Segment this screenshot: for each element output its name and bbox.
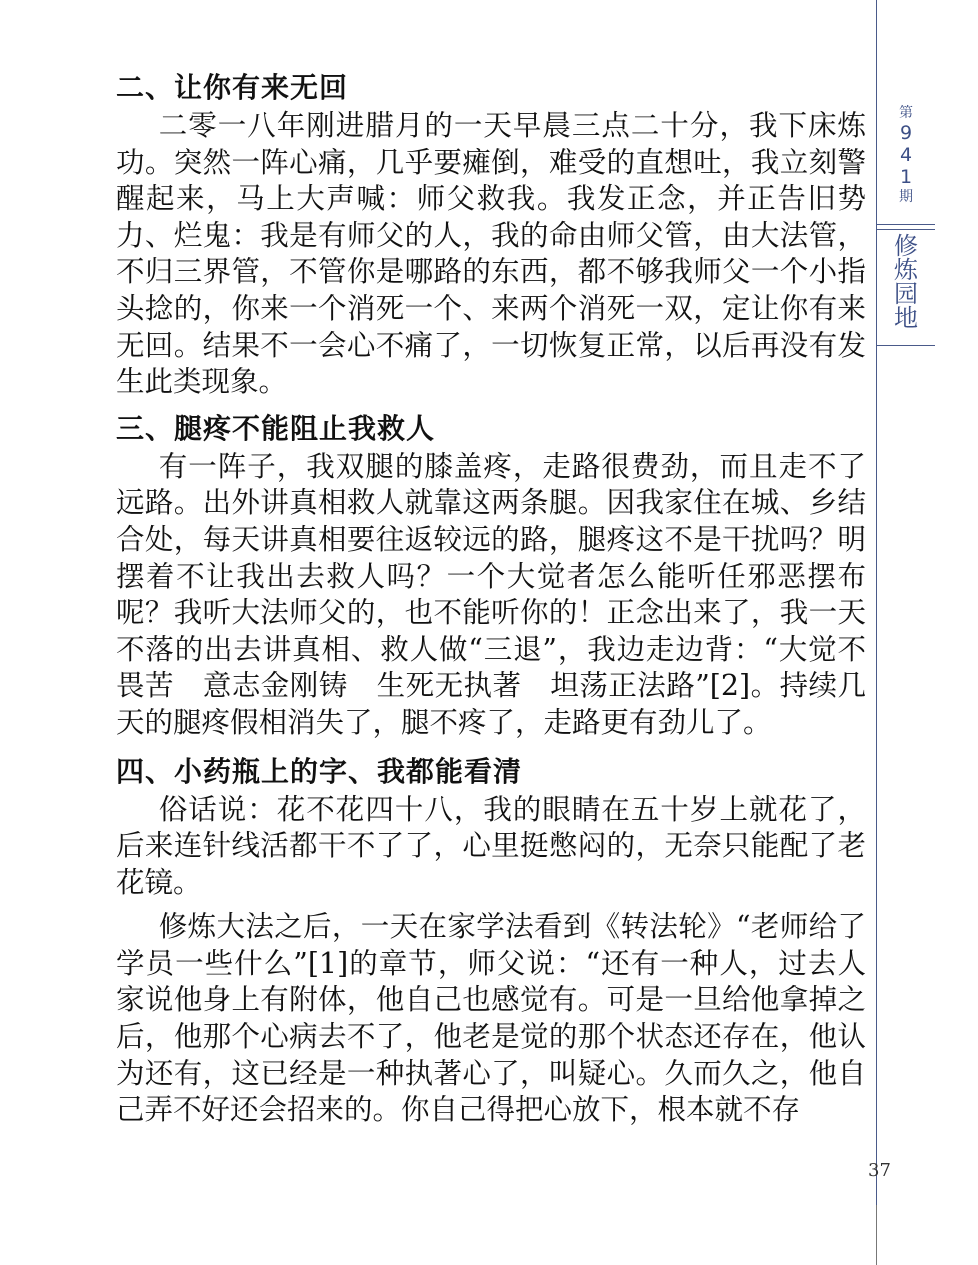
paragraph: 二零一八年刚进腊月的一天早晨三点二十分，我下床炼功。突然一阵心痛，几乎要瘫倒，难受的直想吐，我立刻警醒起来，马上大声喊：师父救我。我发正念，并正告旧势力、烂鬼：我是有师父的人，我的命由师父管，由大法管，不归三界管，不管你是哪路的东西，都不够我师父一个小指头捻的，你来一个消死一个、来两个消死一双，定让你有来无回。结果不一会心不痛了，一切恢复正常，以后再没有发生此类现象。 (116, 109, 866, 399)
issue-number (877, 104, 935, 206)
column-title-char: 炼 (894, 256, 918, 284)
issue-suffix: 期 (899, 189, 913, 205)
sidebar-rule (877, 345, 935, 346)
column-title-char: 地 (894, 304, 918, 332)
paragraph: 修炼大法之后，一天在家学法看到《转法轮》“老师给了学员一些什么”[1]的章节，师父说：“还有一种人，过去人家说他身上有附体，他自己也感觉有。可是一旦给他拿掉之后，他那个心病去不了，他老是觉的那个状态还存在，他认为还有，这已经是一种执著心了，叫疑心。久而久之，他自己弄不好还会招来的。你自己得把心放下，根本就不存 (116, 910, 866, 1127)
issue-digit: 4 (899, 144, 913, 166)
column-title-char: 修 (894, 232, 918, 260)
sidebar-rule (877, 224, 935, 225)
paragraph: 俗话说：花不花四十八，我的眼睛在五十岁上就花了，后来连针线活都干不了了，心里挺憋闷的，无奈只能配了老花镜。 (116, 792, 866, 899)
issue-digit: 9 (899, 122, 913, 144)
page-number: 37 (868, 1160, 891, 1181)
column-title-char: 园 (894, 280, 918, 308)
article-body (116, 70, 866, 1137)
issue-prefix: 第 (899, 105, 913, 121)
section-heading: 三、腿疼不能阻止我救人 (116, 411, 436, 445)
issue-digit: 1 (899, 166, 913, 188)
paragraph: 有一阵子，我双腿的膝盖疼，走路很费劲，而且走不了远路。出外讲真相救人就靠这两条腿。因我家住在城、乡结合处，每天讲真相要往返较远的路，腿疼这不是干扰吗？明摆着不让我出去救人吗？一个大觉者怎么能听任邪恶摆布呢？我听大法师父的，也不能听你的！正念出来了，我一天不落的出去讲真相、救人做“三退”，我边走边背：“大觉不畏苦 意志金刚铸 生死无执著 坦荡正法路”[2]。持续几天的腿疼假相消失了，腿不疼了，走路更有劲儿了。 (116, 449, 866, 739)
footer-divider (876, 1205, 877, 1265)
section-heading: 二、让你有来无回 (116, 71, 349, 104)
section-heading: 四、小药瓶上的字、我都能看清 (116, 754, 523, 788)
sidebar-rule (877, 229, 935, 230)
column-title (877, 234, 935, 330)
